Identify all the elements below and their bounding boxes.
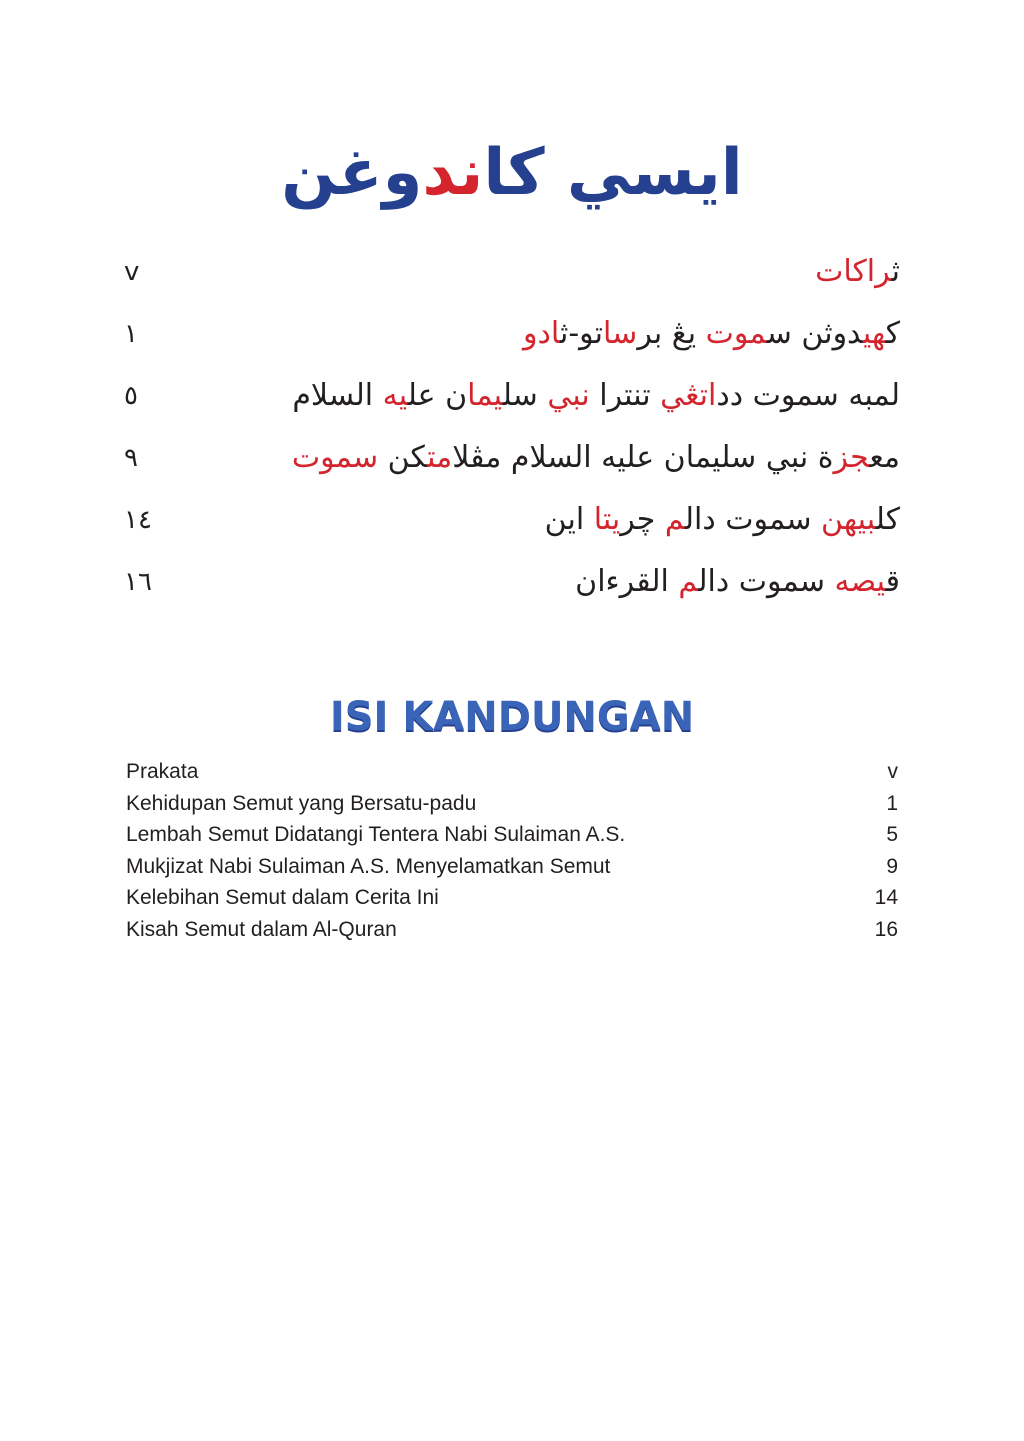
jawi-toc-title-part: ءان [575, 564, 620, 599]
jawi-toc-page-number: ١ [124, 319, 138, 349]
jawi-toc-title [523, 306, 900, 362]
rumi-toc-page-number: 9 [886, 854, 898, 878]
jawi-toc-title-part: ك [885, 316, 900, 351]
rumi-toc-title: Kelebihan Semut dalam Cerita Ini [126, 886, 439, 910]
jawi-toc-title-part: لمبه [838, 378, 900, 413]
rumi-toc-entry[interactable] [126, 914, 898, 946]
jawi-toc-title-part: سموت [715, 502, 821, 537]
jawi-toc-title-part: سليمان [654, 440, 757, 475]
rumi-toc-page-number: v [887, 760, 898, 783]
jawi-toc-title-part: س [766, 316, 792, 351]
jawi-toc-title-part: ادو [523, 316, 560, 351]
rumi-toc-title: Prakata [126, 760, 199, 783]
jawi-toc-title-part: عل [407, 378, 436, 413]
jawi-toc-title-part: تنترا [589, 378, 661, 413]
jawi-toc-title-part: ث [891, 254, 900, 289]
rumi-toc-entry[interactable] [126, 756, 898, 788]
jawi-toc-title [292, 368, 900, 424]
jawi-toc-title-part: سموت [743, 378, 839, 413]
jawi-toc-title-part: چر [620, 502, 665, 537]
rumi-toc-page-number: 16 [874, 917, 898, 941]
jawi-toc-title-part: عليه [591, 440, 655, 475]
rumi-toc-entry[interactable] [126, 819, 898, 851]
jawi-toc-title-part: تو-ث [560, 316, 604, 351]
jawi-toc-page-number: ١٤ [124, 505, 152, 535]
jawi-toc-title-part: ت [696, 316, 734, 351]
jawi-toc-title-part: ة [808, 440, 834, 475]
rumi-toc-title: Lembah Semut Didatangi Tentera Nabi Sulaiman A.S. [126, 823, 626, 847]
jawi-toc-entry[interactable] [120, 554, 900, 616]
jawi-toc-title-part: اين [544, 502, 594, 537]
rumi-toc-list [126, 756, 898, 946]
jawi-toc-title-part: م [678, 564, 699, 599]
jawi-toc-title-part: السلام [292, 378, 383, 413]
jawi-toc-entry[interactable] [120, 368, 900, 430]
jawi-title-part: وغن [281, 136, 423, 210]
rumi-toc-title: Kisah Semut dalam Al-Quran [126, 917, 397, 941]
jawi-toc-title-part: ن [435, 378, 468, 413]
jawi-toc-title-part: مت [427, 440, 453, 475]
jawi-title-part: كا [483, 136, 567, 210]
jawi-toc-title-part: السلام [501, 440, 592, 475]
jawi-toc-title-part: دال [698, 564, 730, 599]
jawi-toc-title-part: سا [603, 316, 638, 351]
jawi-toc-title-part: سل [502, 378, 548, 413]
jawi-toc-title-part: يما [467, 378, 503, 413]
jawi-toc-title-part: اتڠي [660, 378, 717, 413]
jawi-toc-title-part: دال [684, 502, 716, 537]
jawi-toc-page-number: ١٦ [124, 567, 152, 597]
jawi-toc-title-part: مع [869, 440, 900, 475]
jawi-toc-title-part: دد [716, 378, 744, 413]
jawi-toc-title-part: مڤلا [452, 440, 502, 475]
rumi-toc-title: Kehidupan Semut yang Bersatu-padu [126, 791, 477, 815]
jawi-toc-entry[interactable] [120, 244, 900, 306]
jawi-toc-title-part: نبي [547, 378, 590, 413]
jawi-toc-title-part: يصه [834, 564, 886, 599]
jawi-toc-title [292, 430, 900, 486]
jawi-toc-title-part: يڠ بر [637, 316, 697, 351]
jawi-toc-title-part: م [664, 502, 685, 537]
rumi-toc-entry[interactable] [126, 788, 898, 820]
jawi-toc-page-number: ٩ [124, 443, 138, 473]
jawi-toc-entry[interactable] [120, 430, 900, 492]
jawi-title-part: ايسي [566, 136, 743, 210]
jawi-toc-list [120, 244, 900, 616]
jawi-toc-title-part: نبي [756, 440, 809, 475]
jawi-toc-title-part: كل [875, 502, 900, 537]
jawi-toc-title [815, 244, 900, 300]
rumi-toc-entry[interactable] [126, 882, 898, 914]
jawi-toc-title-part: بيهن [821, 502, 876, 537]
jawi-toc-title [545, 492, 900, 548]
rumi-toc-title: Mukjizat Nabi Sulaiman A.S. Menyelamatkan Semut [126, 854, 611, 878]
jawi-page-title [0, 128, 1024, 218]
jawi-toc-page-number: ٥ [124, 381, 138, 411]
jawi-title-part: ند [422, 136, 484, 210]
rumi-toc-page-number: 5 [886, 823, 898, 847]
jawi-toc-title [575, 554, 900, 610]
rumi-toc-entry[interactable] [126, 851, 898, 883]
jawi-toc-title-part: كن [378, 440, 428, 475]
jawi-toc-title-part: جز [833, 440, 870, 475]
jawi-toc-entry[interactable] [120, 306, 900, 368]
jawi-toc-page-number: v [124, 257, 140, 287]
jawi-toc-entry[interactable] [120, 492, 900, 554]
jawi-toc-title-part: راكات [815, 254, 892, 289]
jawi-toc-title-part: يه [382, 378, 408, 413]
jawi-toc-title-part: يتا [593, 502, 621, 537]
jawi-toc-title-part: مو [733, 316, 767, 351]
rumi-toc-page-number: 1 [886, 791, 898, 815]
jawi-toc-title-part: القر [619, 564, 679, 599]
rumi-toc-page-number: 14 [874, 886, 898, 910]
rumi-page-title: ISI KANDUNGAN [329, 694, 695, 740]
jawi-toc-title-part: دوثن [791, 316, 863, 351]
jawi-toc-title-part: سموت [291, 440, 379, 475]
jawi-toc-title-part: سموت [729, 564, 835, 599]
jawi-toc-title-part: هي [862, 316, 886, 351]
jawi-toc-title-part: ق [885, 564, 900, 599]
